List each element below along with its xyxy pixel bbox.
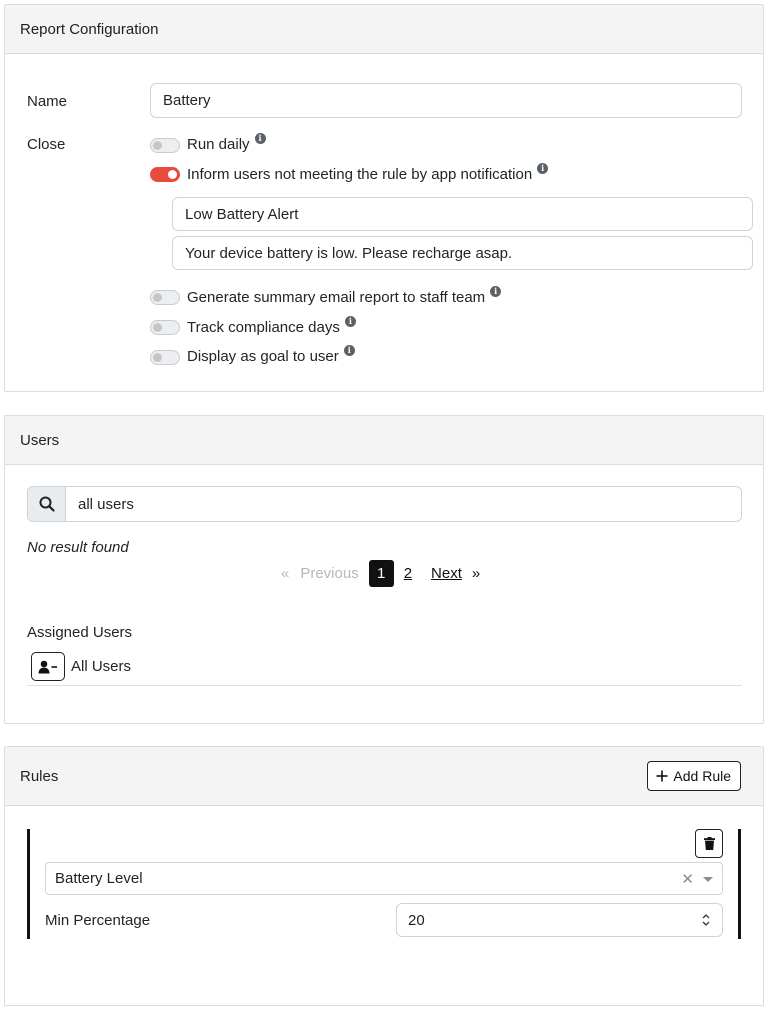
rules-card: [4, 746, 764, 1006]
name-label: Name: [27, 93, 68, 110]
run-daily-row: [187, 133, 266, 153]
pagination-next[interactable]: Next: [431, 564, 462, 582]
users-header: [5, 416, 763, 465]
users-card: [4, 415, 764, 724]
notification-title-value: Low Battery Alert: [185, 205, 299, 223]
info-icon[interactable]: i: [344, 345, 355, 356]
users-title: Users: [20, 431, 60, 449]
search-input[interactable]: [66, 487, 741, 521]
pagination-page-1[interactable]: 1: [369, 560, 394, 587]
inform-users-row: [187, 163, 548, 183]
run-daily-toggle[interactable]: [150, 138, 180, 153]
search-input-value: all users: [78, 495, 134, 513]
user-minus-icon: [38, 660, 58, 674]
run-daily-label: Run daily: [187, 136, 250, 153]
pagination-first: «: [281, 564, 290, 582]
notification-message-value: Your device battery is low. Please recharge asap.: [185, 244, 513, 262]
summary-email-toggle[interactable]: [150, 290, 180, 305]
name-input[interactable]: [150, 83, 742, 118]
report-configuration-card: [4, 4, 764, 392]
display-goal-toggle[interactable]: [150, 350, 180, 365]
pagination-previous: Previous: [300, 564, 359, 582]
notification-message-input[interactable]: [172, 236, 753, 270]
assigned-user-name: All Users: [71, 658, 132, 675]
display-goal-row: [187, 345, 355, 365]
rules-title: Rules: [20, 767, 59, 785]
user-search[interactable]: [27, 486, 742, 522]
pagination-page-2[interactable]: 2: [403, 564, 413, 582]
summary-email-row: [187, 286, 501, 306]
close-label: Close: [27, 136, 66, 153]
info-icon[interactable]: i: [345, 316, 356, 327]
name-input-value: Battery: [163, 92, 211, 109]
assigned-divider: [27, 685, 742, 686]
pagination-last[interactable]: »: [471, 564, 481, 582]
notification-title-input[interactable]: [172, 197, 753, 231]
add-rule-label: Add Rule: [673, 768, 731, 784]
rule-type-value: Battery Level: [55, 870, 143, 887]
clear-icon[interactable]: ✕: [681, 871, 694, 888]
pagination: [281, 559, 480, 587]
add-rule-button[interactable]: [647, 761, 741, 791]
rules-header: [5, 747, 763, 806]
track-compliance-label: Track compliance days: [187, 319, 340, 336]
spinner-icon[interactable]: [702, 913, 710, 927]
rule-type-select[interactable]: [45, 862, 723, 895]
no-result-text: No result found: [27, 539, 129, 556]
inform-users-label: Inform users not meeting the rule by app notification: [187, 166, 533, 183]
delete-rule-button[interactable]: [695, 829, 723, 858]
track-compliance-toggle[interactable]: [150, 320, 180, 335]
info-icon[interactable]: i: [255, 133, 266, 144]
trash-icon: [704, 837, 715, 850]
search-icon[interactable]: [28, 487, 66, 521]
assigned-users-title: Assigned Users: [27, 624, 133, 641]
display-goal-label: Display as goal to user: [187, 348, 339, 365]
report-configuration-title: Report Configuration: [20, 20, 159, 38]
min-percentage-input[interactable]: [396, 903, 723, 937]
report-configuration-header: [5, 5, 763, 54]
info-icon[interactable]: i: [537, 163, 548, 174]
plus-icon: [656, 770, 668, 782]
track-compliance-row: [187, 316, 356, 336]
summary-email-label: Generate summary email report to staff team: [187, 289, 486, 306]
chevron-down-icon[interactable]: [703, 877, 713, 882]
inform-users-toggle[interactable]: [150, 167, 180, 182]
min-percentage-label: Min Percentage: [45, 912, 151, 929]
min-percentage-value: 20: [408, 911, 425, 929]
info-icon[interactable]: i: [490, 286, 501, 297]
remove-user-button[interactable]: [31, 652, 65, 681]
rule-item: [27, 829, 741, 939]
